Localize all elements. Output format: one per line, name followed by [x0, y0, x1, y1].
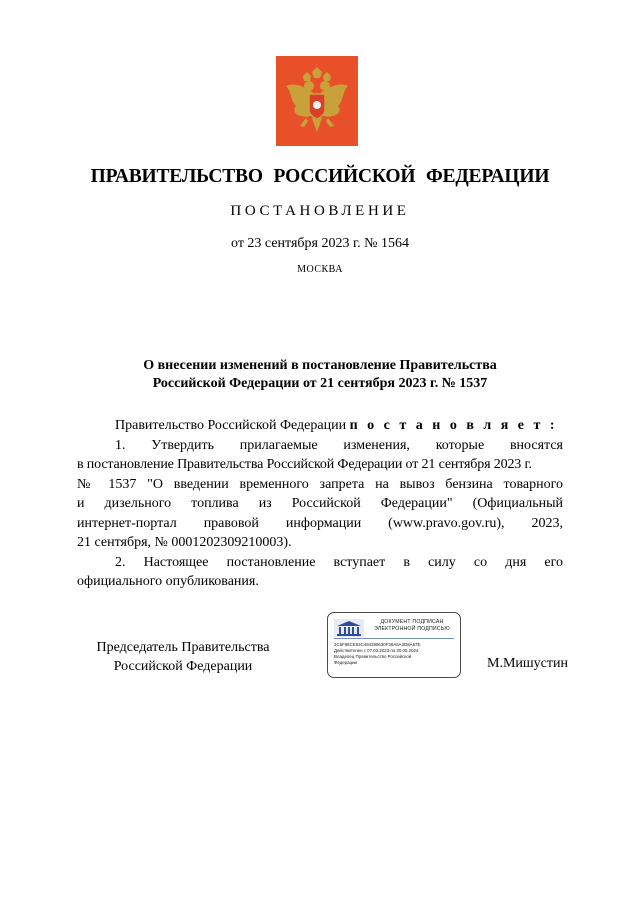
- stamp-divider: [334, 638, 454, 639]
- item-1-line: интернет-портал правовой информации (www.pravo.gov.ru), 2023,: [77, 515, 563, 531]
- stamp-header: [366, 619, 458, 633]
- item-2-line: 2. Настоящее постановление вступает в силу со дня его: [115, 554, 563, 570]
- stamp-validity: Действителен с 07.03.2023 по 30.05.2024: [334, 648, 419, 653]
- stamp-serial: 2C6F88CE53C484298630F38A6A3D8A57E: [334, 642, 421, 647]
- stamp-owner: Владелец Правительство Российской: [334, 654, 412, 659]
- subject-line: О внесении изменений в постановление Правительства: [143, 358, 497, 373]
- intro-paragraph: [77, 416, 563, 436]
- stamp-details: [334, 642, 458, 666]
- item-1-line: 21 сентября, № 0001202309210003).: [77, 535, 292, 550]
- item-1-line: 1. Утвердить прилагаемые изменения, которые вносятся: [115, 437, 563, 453]
- intro-prefix: Правительство Российской Федерации: [115, 418, 350, 433]
- document-date-number: от 23 сентября 2023 г. № 1564: [231, 236, 409, 251]
- electronic-signature-stamp: [327, 612, 461, 678]
- item-1-line: в постановление Правительства Российской Федерации от 21 сентября 2023 г.: [77, 457, 532, 472]
- stamp-header-line: ЭЛЕКТРОННОЙ ПОДПИСЬЮ: [374, 626, 450, 632]
- stamp-owner: Федерации: [334, 660, 357, 665]
- government-building-icon: [334, 619, 364, 637]
- russian-coat-of-arms-icon: [276, 56, 358, 146]
- government-title: ПРАВИТЕЛЬСТВО РОССИЙСКОЙ ФЕДЕРАЦИИ: [90, 166, 550, 187]
- item-1-line: № 1537 "О введении временного запрета на вывоз бензина товарного: [77, 476, 563, 492]
- document-type: ПОСТАНОВЛЕНИЕ: [230, 203, 410, 219]
- item-1-line: и дизельного топлива из Российской Федерации" (Официальный: [77, 496, 563, 511]
- intro-resolves: п о с т а н о в л я е т :: [349, 418, 558, 433]
- signatory-name: М.Мишустин: [487, 656, 568, 671]
- document-city: МОСКВА: [297, 264, 343, 275]
- document-subject: [0, 357, 640, 393]
- position-line: Российской Федерации: [113, 659, 253, 674]
- document-body: [77, 416, 563, 592]
- subject-line: Российской Федерации от 21 сентября 2023 г. № 1537: [152, 376, 488, 391]
- item-2-line: официального опубликования.: [77, 574, 259, 589]
- position-line: Председатель Правительства: [96, 640, 270, 655]
- stamp-header-line: ДОКУМЕНТ ПОДПИСАН: [380, 619, 444, 625]
- signatory-position: [78, 638, 288, 676]
